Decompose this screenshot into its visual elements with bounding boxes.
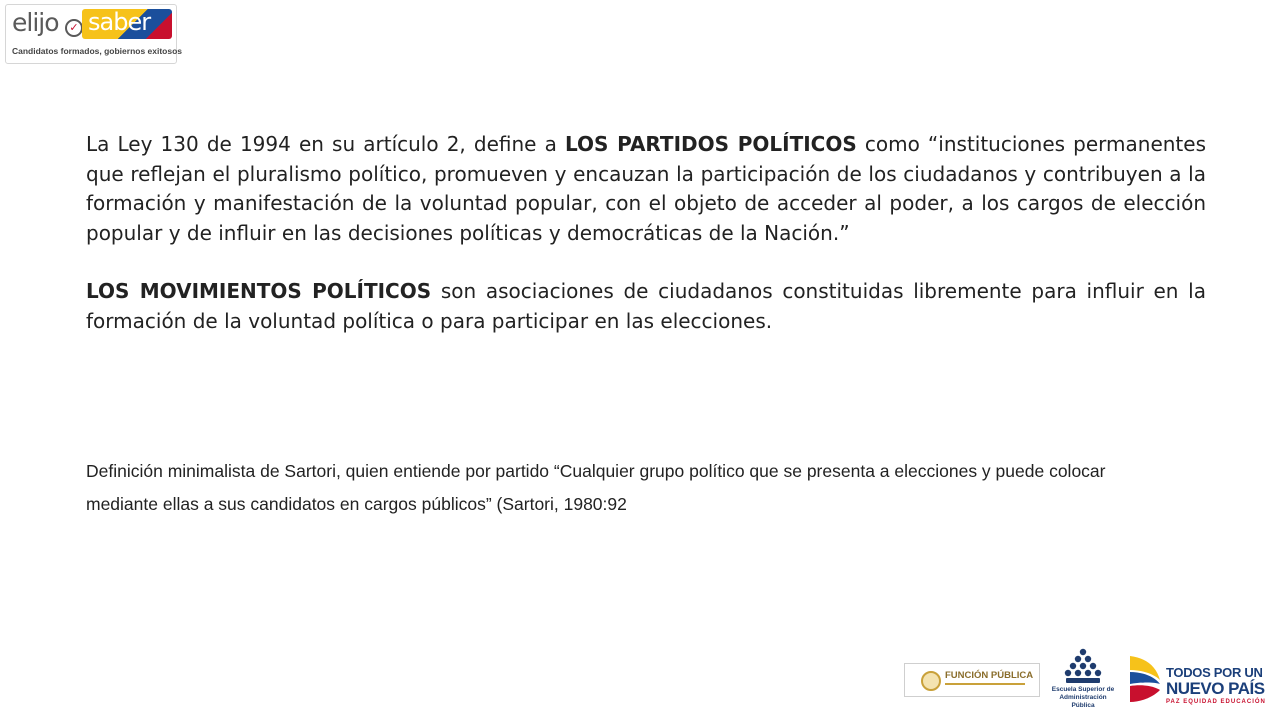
esap-logo	[1048, 648, 1118, 710]
slogan-pillars: PAZ EQUIDAD EDUCACIÓN	[1166, 699, 1266, 705]
main-text	[86, 130, 1206, 336]
sartori-quote: Definición minimalista de Sartori, quien entiende por partido “Cualquier grupo político que se presenta a elecciones y puede colocar mediante ellas a sus candidatos en cargos públicos” (Sartori, 1980:92	[86, 461, 1106, 514]
logo-brand-elijo: elijo	[12, 8, 59, 37]
paragraph-movimientos-definition: son asociaciones de ciudadanos constituidas libremente para influir en la formación de la voluntad política o para participar en las elecciones.	[86, 279, 1206, 333]
funcion-publica-logo	[904, 663, 1040, 697]
elijo-saber-logo	[5, 4, 183, 64]
checkmark-icon: ✓	[65, 19, 83, 37]
paragraph-partidos-intro: La Ley 130 de 1994 en su artículo 2, define a	[86, 132, 565, 156]
term-partidos-politicos: LOS PARTIDOS POLÍTICOS	[564, 132, 857, 156]
slogan-line-2: NUEVO PAÍS	[1166, 679, 1265, 698]
slogan-line-1: TODOS POR UN	[1166, 665, 1263, 680]
esap-full-name: Escuela Superior de Administración Pública	[1051, 686, 1115, 709]
paragraph-movimientos	[86, 277, 1206, 336]
coat-of-arms-icon	[921, 671, 941, 691]
paragraph-partidos-definition: como “instituciones permanentes que reflejan el pluralismo político, promueven y encauzan la participación de los ciudadanos y contribuyen a la formación y manifestación de la voluntad popular, con el objeto de acceder al poder, a los cargos de elección popular y de influir en las decisiones políticas y democráticas de la Nación.”	[86, 132, 1206, 245]
funcion-publica-divider	[945, 683, 1025, 685]
logo-brand-saber: saber	[88, 8, 151, 36]
paragraph-partidos	[86, 130, 1206, 248]
colombia-flag-icon	[1124, 652, 1164, 708]
term-movimientos-politicos: LOS MOVIMIENTOS POLÍTICOS	[86, 279, 432, 303]
todos-por-un-nuevo-pais-logo	[1124, 650, 1274, 712]
funcion-publica-title: FUNCIÓN PÚBLICA	[945, 670, 1034, 681]
logo-tagline: Candidatos formados, gobiernos exitosos	[12, 46, 183, 56]
esap-pyramid-icon	[1062, 648, 1104, 684]
